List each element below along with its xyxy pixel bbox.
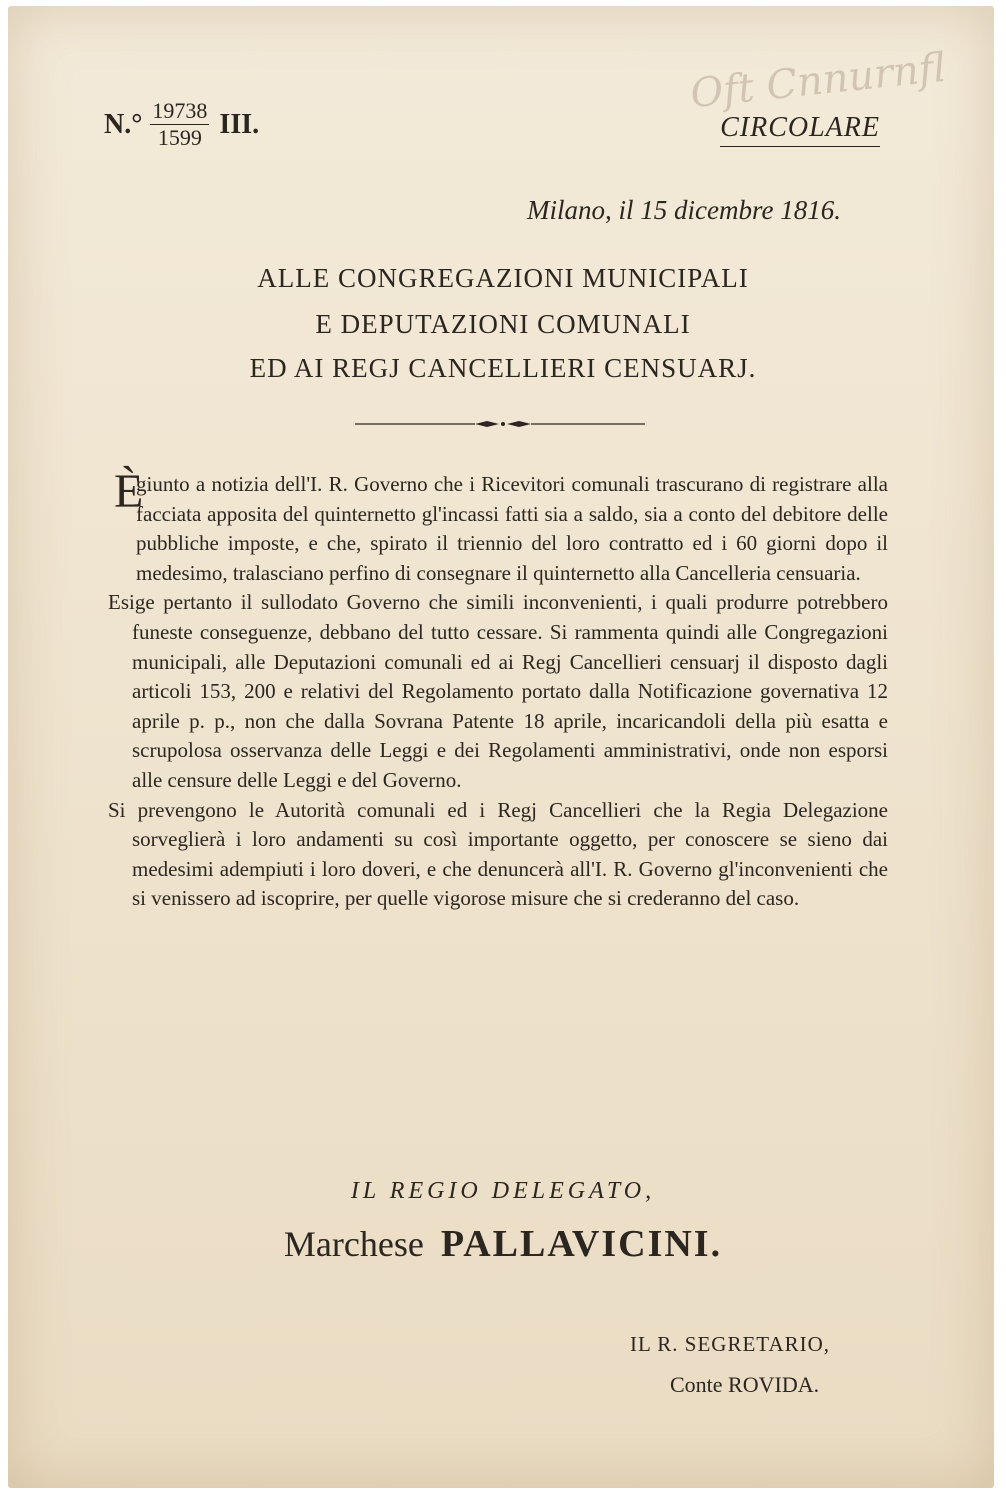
secretary-name: Conte ROVIDA. [670, 1372, 820, 1397]
protocol-number [104, 98, 259, 151]
secretary-title: IL R. SEGRETARIO, [630, 1332, 831, 1356]
signatory-name [0, 1222, 1006, 1266]
address-line-1: ALLE CONGREGAZIONI MUNICIPALI [257, 263, 749, 293]
address-line-2: E DEPUTAZIONI COMUNALI [315, 309, 691, 339]
dateline: Milano, il 15 dicembre 1816. [527, 195, 841, 225]
ink-bleed-mark: Oft Cnnurnfl [688, 44, 948, 118]
signatory-prefix: Marchese [283, 1224, 424, 1264]
number-fraction [150, 98, 209, 151]
number-top: 19738 [152, 98, 208, 123]
paragraph-1 [108, 465, 888, 588]
address-line-3: ED AI REGJ CANCELLIERI CENSUARJ. [249, 353, 757, 383]
drop-cap: È [114, 465, 144, 518]
signatory-surname: PALLAVICINI. [440, 1223, 723, 1265]
paragraph-1-text: giunto a notizia dell'I. R. Governo che i Ricevitori comunali trascurano di registrare alla facciata apposita del quinternetto gl'incassi fatti sia a saldo, sia a conto del debitore delle pubbliche imposte, e che, spirato il triennio del loro contratto ed i 60 giorni dopo il medesimo, tralasciano perfino di consegnare il quinternetto alla Cancelleria censuaria. [136, 472, 888, 585]
number-prefix: N.° [104, 108, 143, 140]
roman-numeral: III. [219, 108, 260, 140]
circolare-heading: CIRCOLARE [720, 112, 880, 147]
paragraph-2: Esige pertanto il sullodato Governo che simili inconvenienti, i quali produrre potrebbero funeste conseguenze, debbano del tutto cessare. Si rammenta quindi alle Congregazioni municipali, alle Deputazioni comunali ed ai Regj Cancellieri censuarj il disposto dagli articoli 153, 200 e relativi del Regolamento portato dalla Notificazione governativa 12 aprile p. p., non che dalla Sovrana Patente 18 aprile, incaricandoli della più esatta e scrupolosa osservanza delle Leggi e dei Regolamenti amministrativi, onde non esporsi alle censure delle Leggi e del Governo. [108, 590, 888, 792]
signatory-title: IL REGIO DELEGATO, [350, 1178, 656, 1204]
number-bottom: 1599 [157, 125, 202, 150]
paragraph-3: Si prevengono le Autorità comunali ed i Regj Cancellieri che la Regia Delegazione sorveglierà i loro andamenti su così importante oggetto, per conoscere se sieno dai medesimi adempiuti i loro doveri, e che denuncerà all'I. R. Governo gl'inconvenienti che si venissero ad iscoprire, per quelle vigorose misure che si crederanno del caso. [108, 797, 888, 911]
circular-body [108, 465, 888, 914]
ornamental-divider [355, 420, 645, 428]
